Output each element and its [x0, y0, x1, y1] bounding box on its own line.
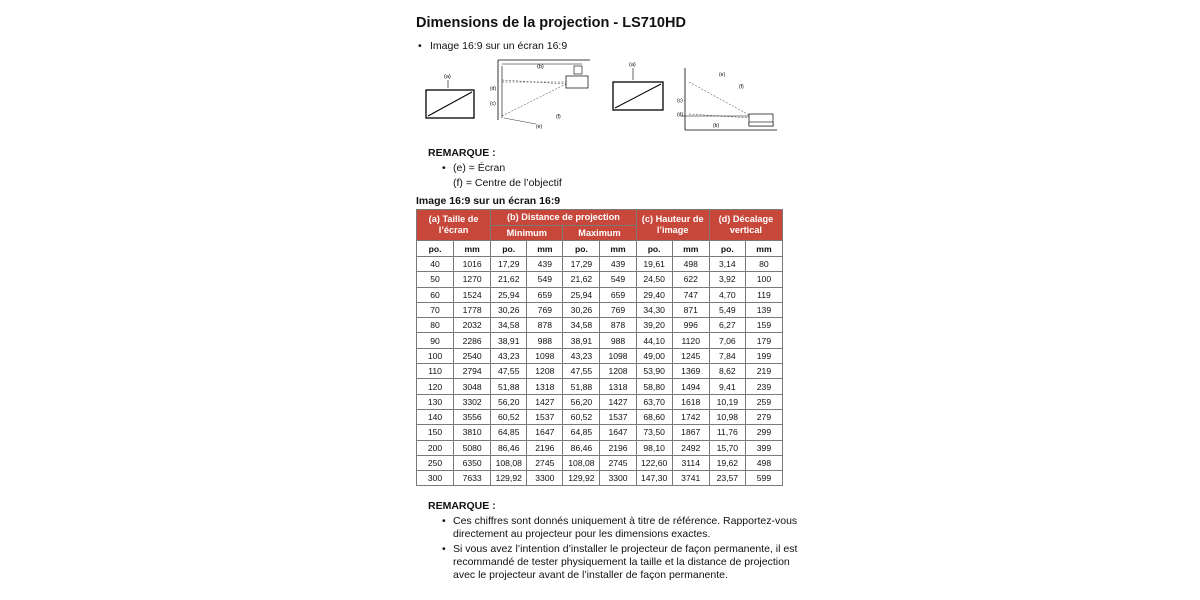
table-cell: 139: [745, 302, 782, 317]
bullet-item: [418, 40, 567, 52]
table-cell: 44,10: [636, 333, 672, 348]
table-cell: 1245: [672, 348, 709, 363]
table-cell: 15,70: [709, 440, 745, 455]
table-cell: 63,70: [636, 394, 672, 409]
bullet-text: Image 16:9 sur un écran 16:9: [430, 40, 568, 52]
table-cell: 871: [672, 302, 709, 317]
table-cell: 1120: [672, 333, 709, 348]
table-cell: 23,57: [709, 471, 745, 486]
projection-table: [416, 209, 783, 486]
remark-note-1: [442, 515, 798, 528]
table-cell: 2286: [454, 333, 491, 348]
remark-item-text: (f) = Centre de l’objectif: [453, 177, 562, 189]
table-cell: 2492: [672, 440, 709, 455]
bullet-dot-icon: •: [442, 515, 446, 527]
table-cell: 279: [745, 409, 782, 424]
remark-note-text: recommandé de tester physiquement la taille et la distance de projection: [453, 556, 790, 568]
table-cell: 1494: [672, 379, 709, 394]
table-row: [417, 302, 783, 317]
table-cell: 47,55: [491, 364, 527, 379]
table-cell: 250: [417, 455, 454, 470]
table-cell: 747: [672, 287, 709, 302]
table-row: [417, 333, 783, 348]
header-minimum: Minimum: [491, 226, 563, 241]
table-mount-diagram: [609, 58, 784, 133]
table-cell: 50: [417, 272, 454, 287]
table-cell: 17,29: [491, 257, 527, 272]
table-cell: 129,92: [491, 471, 527, 486]
table-cell: 996: [672, 318, 709, 333]
label-b-2: (b): [713, 123, 720, 129]
table-cell: 878: [600, 318, 636, 333]
table-row: [417, 364, 783, 379]
table-cell: 1270: [454, 272, 491, 287]
table-cell: 1742: [672, 409, 709, 424]
table-row: [417, 318, 783, 333]
table-cell: 34,30: [636, 302, 672, 317]
table-cell: 549: [600, 272, 636, 287]
label-e-2: (e): [719, 72, 726, 78]
table-cell: 90: [417, 333, 454, 348]
table-cell: 3810: [454, 425, 491, 440]
ceiling-mount-diagram: [424, 58, 604, 133]
table-cell: 49,00: [636, 348, 672, 363]
page-title: Dimensions de la projection - LS710HD: [416, 15, 686, 31]
unit-po: po.: [491, 241, 527, 257]
table-cell: 51,88: [491, 379, 527, 394]
table-row: [417, 394, 783, 409]
table-cell: 86,46: [491, 440, 527, 455]
table-cell: 1427: [527, 394, 563, 409]
remark-heading-2: REMARQUE :: [428, 500, 496, 512]
table-cell: 9,41: [709, 379, 745, 394]
table-cell: 60: [417, 287, 454, 302]
table-cell: 599: [745, 471, 782, 486]
unit-po: po.: [417, 241, 454, 257]
table-cell: 2794: [454, 364, 491, 379]
table-row: [417, 287, 783, 302]
table-cell: 1537: [600, 409, 636, 424]
remark-note-1-cont: [453, 528, 710, 541]
table-cell: 19,61: [636, 257, 672, 272]
label-e: (e): [536, 124, 543, 130]
bullet-dot-icon: •: [418, 40, 422, 52]
bullet-dot-icon: •: [442, 162, 446, 174]
table-cell: 25,94: [491, 287, 527, 302]
table-cell: 108,08: [563, 455, 600, 470]
label-b: (b): [537, 64, 544, 70]
table-cell: 34,58: [563, 318, 600, 333]
label-f-2: (f): [739, 84, 744, 90]
table-cell: 2032: [454, 318, 491, 333]
table-cell: 498: [745, 455, 782, 470]
table-cell: 1369: [672, 364, 709, 379]
remark-heading-1: REMARQUE :: [428, 147, 496, 159]
table-cell: 988: [527, 333, 563, 348]
unit-po: po.: [636, 241, 672, 257]
table-cell: 7,06: [709, 333, 745, 348]
header-maximum: Maximum: [563, 226, 636, 241]
table-cell: 80: [745, 257, 782, 272]
remark-item-screen: [442, 162, 506, 175]
table-cell: 3556: [454, 409, 491, 424]
table-cell: 43,23: [491, 348, 527, 363]
remark-note-2-cont2: [453, 569, 728, 582]
header-vertical-offset: (d) Décalage vertical: [709, 210, 782, 241]
table-cell: 60,52: [563, 409, 600, 424]
table-cell: 7,84: [709, 348, 745, 363]
table-cell: 1647: [600, 425, 636, 440]
table-row: [417, 257, 783, 272]
table-cell: 120: [417, 379, 454, 394]
table-cell: 1647: [527, 425, 563, 440]
table-cell: 17,29: [563, 257, 600, 272]
table-cell: 38,91: [563, 333, 600, 348]
table-cell: 7633: [454, 471, 491, 486]
table-cell: 299: [745, 425, 782, 440]
unit-mm: mm: [600, 241, 636, 257]
table-cell: 988: [600, 333, 636, 348]
label-a-2: (a): [629, 62, 636, 68]
header-image-height: (c) Hauteur de l’image: [636, 210, 709, 241]
table-cell: 8,62: [709, 364, 745, 379]
table-cell: 1778: [454, 302, 491, 317]
table-cell: 1098: [527, 348, 563, 363]
table-cell: 219: [745, 364, 782, 379]
label-c-2: (c): [677, 98, 683, 104]
table-cell: 239: [745, 379, 782, 394]
table-cell: 3,92: [709, 272, 745, 287]
table-cell: 3741: [672, 471, 709, 486]
table-cell: 53,90: [636, 364, 672, 379]
table-cell: 58,80: [636, 379, 672, 394]
table-body: [417, 257, 783, 486]
label-f: (f): [556, 114, 561, 120]
table-cell: 1208: [527, 364, 563, 379]
table-cell: 5,49: [709, 302, 745, 317]
table-cell: 60,52: [491, 409, 527, 424]
remark-note-2: [442, 543, 798, 556]
header-projection-distance: (b) Distance de projection: [491, 210, 636, 226]
table-row: [417, 409, 783, 424]
table-row: [417, 379, 783, 394]
table-cell: 659: [527, 287, 563, 302]
table-cell: 399: [745, 440, 782, 455]
table-cell: 10,19: [709, 394, 745, 409]
table-cell: 30,26: [563, 302, 600, 317]
table-cell: 122,60: [636, 455, 672, 470]
remark-item-text: (e) = Écran: [453, 162, 506, 174]
table-cell: 5080: [454, 440, 491, 455]
table-cell: 1098: [600, 348, 636, 363]
table-cell: 21,62: [491, 272, 527, 287]
unit-po: po.: [563, 241, 600, 257]
table-cell: 3,14: [709, 257, 745, 272]
label-d: (d): [490, 86, 497, 92]
table-cell: 24,50: [636, 272, 672, 287]
table-cell: 769: [527, 302, 563, 317]
table-cell: 3300: [600, 471, 636, 486]
table-cell: 108,08: [491, 455, 527, 470]
table-caption: Image 16:9 sur un écran 16:9: [416, 195, 561, 207]
table-cell: 498: [672, 257, 709, 272]
table-cell: 159: [745, 318, 782, 333]
table-cell: 6350: [454, 455, 491, 470]
table-cell: 86,46: [563, 440, 600, 455]
table-cell: 2745: [600, 455, 636, 470]
unit-mm: mm: [745, 241, 782, 257]
table-cell: 100: [417, 348, 454, 363]
table-cell: 38,91: [491, 333, 527, 348]
table-cell: 51,88: [563, 379, 600, 394]
table-cell: 2540: [454, 348, 491, 363]
remark-item-lens: [453, 177, 562, 190]
label-d-2: (d): [677, 112, 684, 118]
unit-mm: mm: [454, 241, 491, 257]
table-cell: 878: [527, 318, 563, 333]
table-cell: 3114: [672, 455, 709, 470]
remark-note-text: directement au projecteur pour les dimensions exactes.: [453, 528, 711, 540]
table-cell: 6,27: [709, 318, 745, 333]
table-cell: 1524: [454, 287, 491, 302]
table-cell: 25,94: [563, 287, 600, 302]
table-cell: 1016: [454, 257, 491, 272]
table-cell: 150: [417, 425, 454, 440]
bullet-dot-icon: •: [442, 543, 446, 555]
table-cell: 439: [600, 257, 636, 272]
table-cell: 68,60: [636, 409, 672, 424]
table-cell: 2196: [600, 440, 636, 455]
table-cell: 56,20: [563, 394, 600, 409]
table-cell: 1537: [527, 409, 563, 424]
table-cell: 2196: [527, 440, 563, 455]
remark-note-2-cont: [453, 556, 790, 569]
table-cell: 64,85: [491, 425, 527, 440]
table-cell: 98,10: [636, 440, 672, 455]
table-cell: 40: [417, 257, 454, 272]
unit-mm: mm: [527, 241, 563, 257]
table-cell: 47,55: [563, 364, 600, 379]
table-cell: 4,70: [709, 287, 745, 302]
table-cell: 1318: [600, 379, 636, 394]
table-cell: 100: [745, 272, 782, 287]
remark-note-text: Si vous avez l’intention d’installer le projecteur de façon permanente, il est: [453, 543, 798, 555]
table-cell: 200: [417, 440, 454, 455]
table-cell: 129,92: [563, 471, 600, 486]
table-cell: 769: [600, 302, 636, 317]
table-cell: 3300: [527, 471, 563, 486]
table-cell: 140: [417, 409, 454, 424]
table-cell: 34,58: [491, 318, 527, 333]
table-row: [417, 440, 783, 455]
table-cell: 56,20: [491, 394, 527, 409]
table-row: [417, 455, 783, 470]
table-cell: 21,62: [563, 272, 600, 287]
table-cell: 29,40: [636, 287, 672, 302]
table-cell: 3302: [454, 394, 491, 409]
table-cell: 622: [672, 272, 709, 287]
table-cell: 130: [417, 394, 454, 409]
table-cell: 2745: [527, 455, 563, 470]
table-cell: 110: [417, 364, 454, 379]
table-cell: 10,98: [709, 409, 745, 424]
projector-left: [566, 76, 588, 88]
table-cell: 19,62: [709, 455, 745, 470]
table-cell: 119: [745, 287, 782, 302]
table-row: [417, 471, 783, 486]
table-cell: 73,50: [636, 425, 672, 440]
unit-mm: mm: [672, 241, 709, 257]
table-cell: 179: [745, 333, 782, 348]
table-cell: 3048: [454, 379, 491, 394]
table-cell: 70: [417, 302, 454, 317]
table-cell: 11,76: [709, 425, 745, 440]
table-cell: 43,23: [563, 348, 600, 363]
table-cell: 199: [745, 348, 782, 363]
table-cell: 300: [417, 471, 454, 486]
remark-note-text: avec le projecteur avant de l’installer de façon permanente.: [453, 569, 728, 581]
table-cell: 1427: [600, 394, 636, 409]
table-cell: 39,20: [636, 318, 672, 333]
table-row: [417, 425, 783, 440]
table-cell: 259: [745, 394, 782, 409]
label-c: (c): [490, 101, 496, 107]
remark-note-text: Ces chiffres sont donnés uniquement à titre de référence. Rapportez-vous: [453, 515, 798, 527]
table-cell: 1208: [600, 364, 636, 379]
label-a: (a): [444, 74, 451, 80]
table-cell: 147,30: [636, 471, 672, 486]
table-cell: 1618: [672, 394, 709, 409]
header-screen-size: (a) Taille de l’écran: [417, 210, 491, 241]
table-cell: 439: [527, 257, 563, 272]
table-cell: 30,26: [491, 302, 527, 317]
table-cell: 64,85: [563, 425, 600, 440]
table-cell: 1318: [527, 379, 563, 394]
unit-po: po.: [709, 241, 745, 257]
table-cell: 1867: [672, 425, 709, 440]
table-row: [417, 272, 783, 287]
table-cell: 80: [417, 318, 454, 333]
table-cell: 549: [527, 272, 563, 287]
table-row: [417, 348, 783, 363]
table-cell: 659: [600, 287, 636, 302]
